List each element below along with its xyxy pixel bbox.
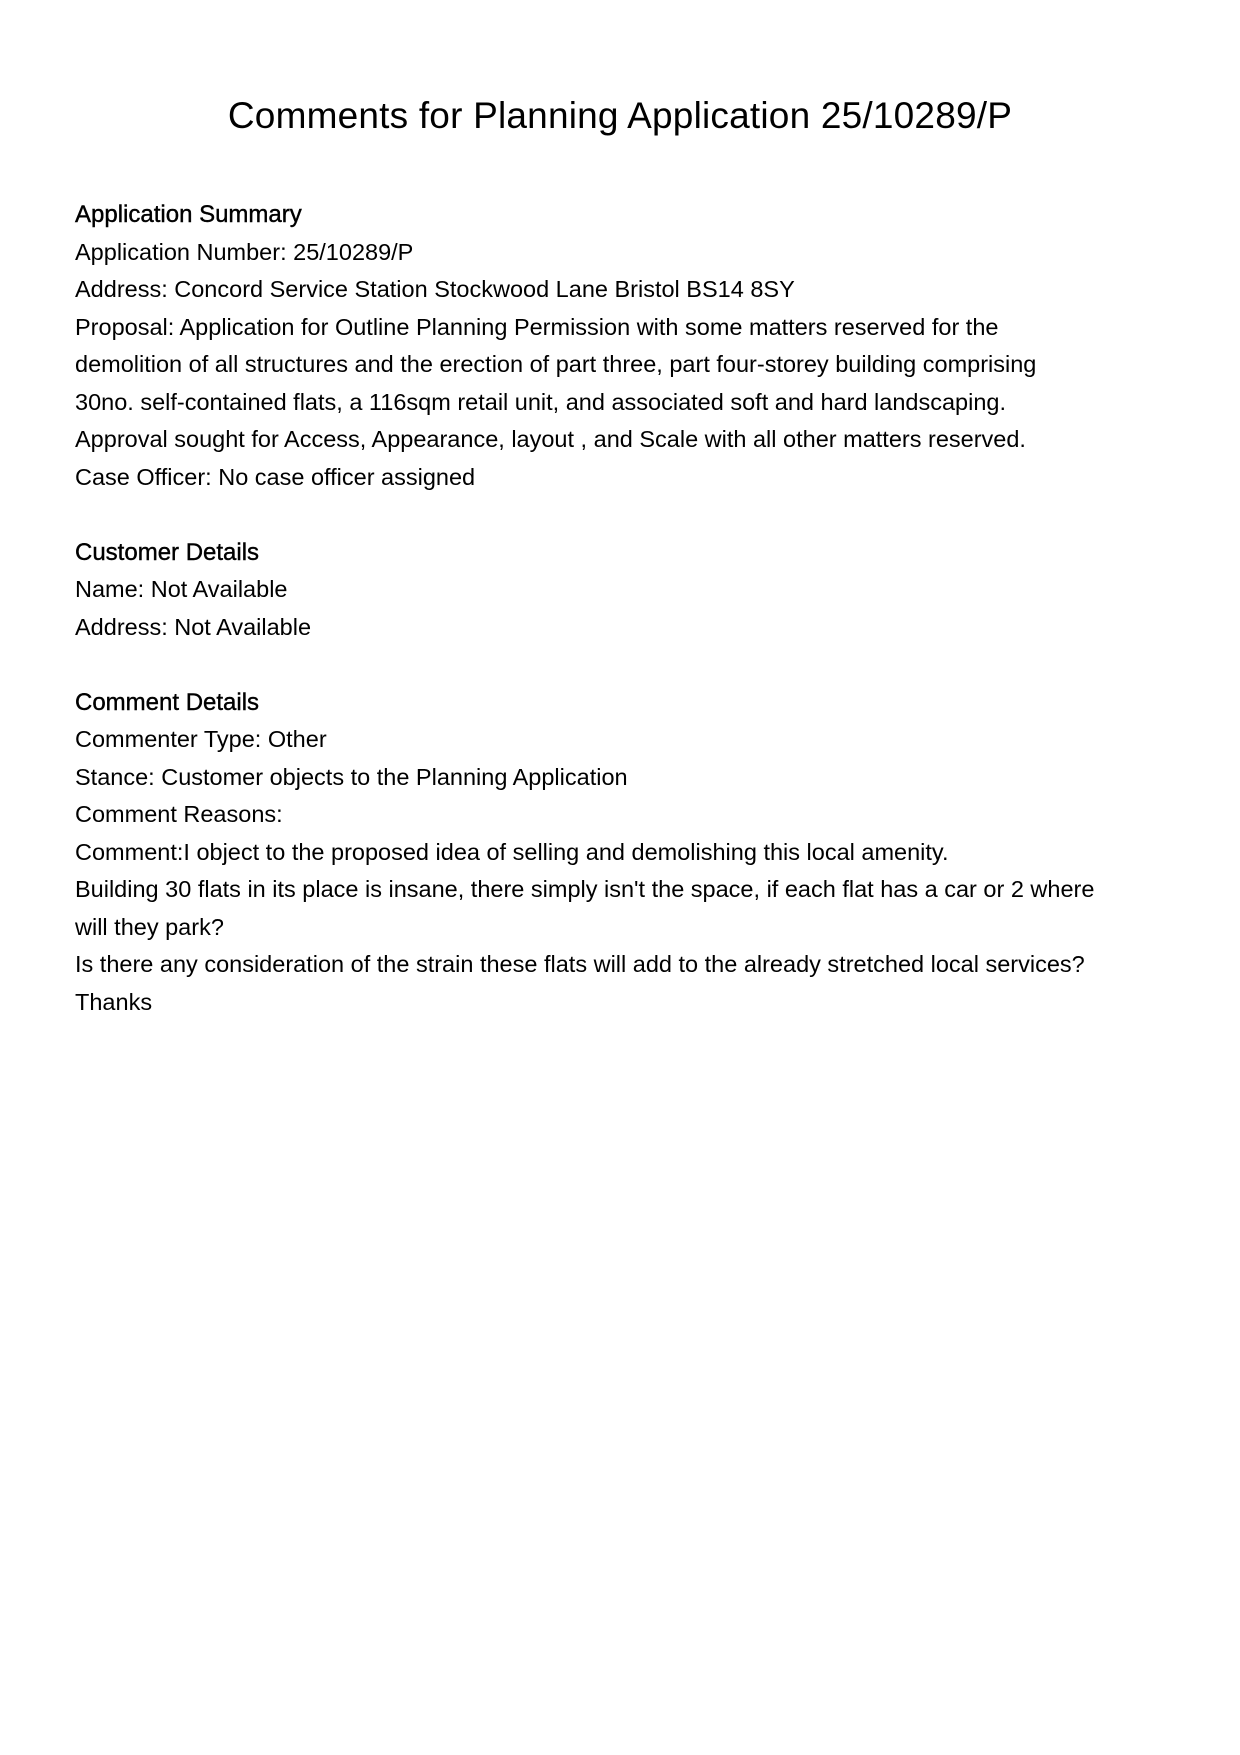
document-body: [75, 196, 1175, 1059]
comment-details-section: [75, 684, 1175, 1022]
customer-details-section: [75, 534, 1175, 647]
application-number: Application Number: 25/10289/P: [75, 238, 414, 265]
application-address: Address: Concord Service Station Stockwood Lane Bristol BS14 8SY: [75, 276, 795, 302]
proposal-line: Approval sought for Access, Appearance, layout , and Scale with all other matters reserved.: [75, 426, 1026, 452]
application-summary-heading: Application Summary: [75, 201, 302, 228]
page-title: Comments for Planning Application 25/10289/P: [227, 95, 1013, 136]
comment-line: Building 30 flats in its place is insane, there simply isn't the space, if each flat has a car or 2 where: [75, 876, 1095, 902]
comment-line: Comment:I object to the proposed idea of selling and demolishing this local amenity.: [75, 838, 949, 865]
proposal-line: demolition of all structures and the erection of part three, part four-storey building comprising: [75, 351, 1037, 377]
customer-address: Address: Not Available: [75, 613, 312, 640]
case-officer: Case Officer: No case officer assigned: [75, 463, 476, 490]
comment-details-heading: Comment Details: [75, 688, 260, 716]
stance: Stance: Customer objects to the Planning Application: [75, 763, 628, 790]
customer-name: Name: Not Available: [75, 576, 288, 602]
comment-line: Thanks: [75, 988, 153, 1015]
proposal-line: 30no. self-contained flats, a 116sqm retail unit, and associated soft and hard landscaping.: [75, 388, 1007, 415]
comment-reasons: Comment Reasons:: [75, 801, 283, 827]
comment-line: Is there any consideration of the strain these flats will add to the already stretched local services?: [75, 951, 1085, 977]
comment-line: will they park?: [75, 913, 224, 940]
customer-details-heading: Customer Details: [75, 538, 260, 566]
application-summary-section: [75, 196, 1175, 496]
commenter-type: Commenter Type: Other: [75, 726, 327, 752]
proposal-line: Proposal: Application for Outline Planning Permission with some matters reserved for the: [75, 313, 999, 340]
